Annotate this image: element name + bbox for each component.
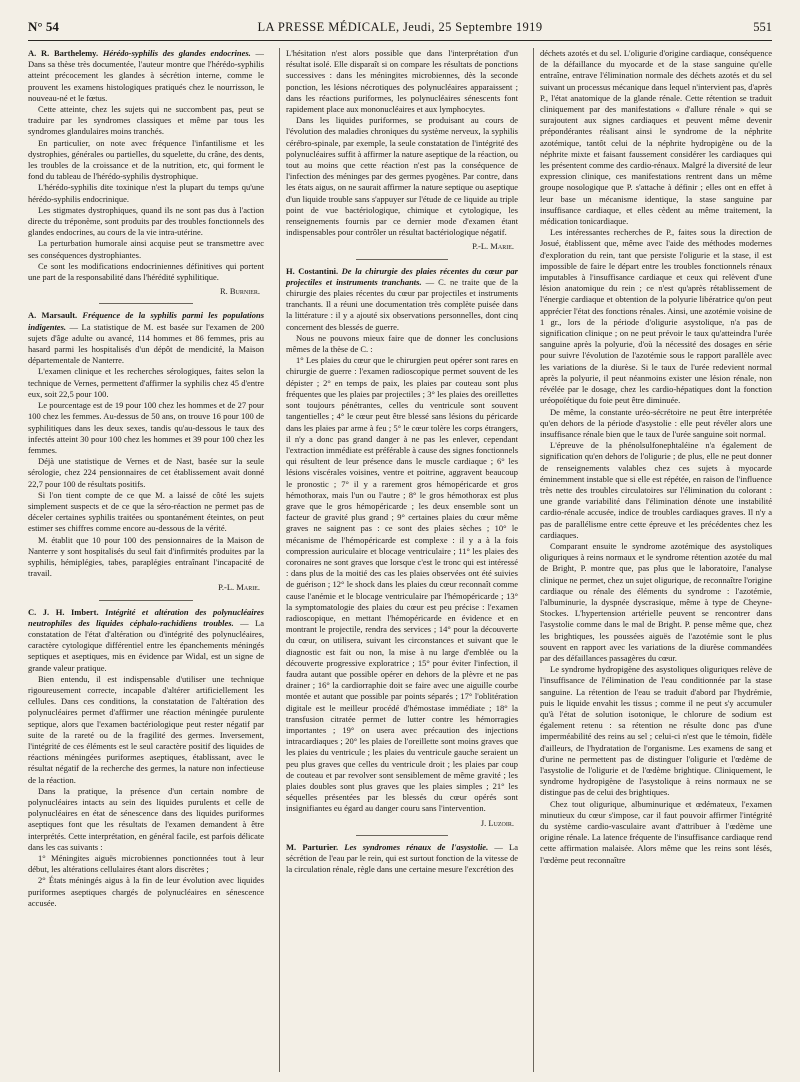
article-paragraph: déchets azotés et du sel. L'oligurie d'origine cardiaque, conséquence de la défaillance du myocarde et de la stase sanguine qu'elle entraîne, entrave l'élimination normale des déchets azotés et du sel suivant un processus mécanique dans lequel n'intervient pas, d'après P., l'état anatomique de la glande rénale. Cette rétention se traduit cliniquement par des manifestations « d'allure rénale » qui se surajoutent aux signes cardiaques et peuvent même devenir prépondérantes réalisant ainsi le syndrome de la néphrite azotémique, tantôt celui de la néphrite hydropigène ou de la néphrite mixte et faisant faussement considérer les cardiaques qui les présentent comme des cardio-rénaux. Malgré la diversité de leur expression clinique, ces manifestations rentrent dans un même groupe nosologique que P. s'attache à définir ; elles ont en effet à leur base un mécanisme identique, la stase sanguine par insuffisance cardiaque, et elles cèdent au même traitement, la médication tonicardiaque. [540,48,772,227]
article-paragraph: Dans la pratique, la présence d'un certain nombre de polynucléaires intacts au sein des liquides purulents et celle de polynucléaires en état de sénescence dans des liquides puriformes aseptiques font que les résultats de l'examen demandent à être interprétés. Cette interprétation, en général facile, est parfois délicate dans les cas suivants : [28,785,264,852]
article-author: C. J. H. Imbert. [28,606,99,617]
article-signature: R. Burnier. [219,286,260,297]
article-paragraph: L'épreuve de la phénolsulfonephtaléine n'a également de signification qu'en dehors de l'oligurie ; de plus, elle ne peut donner de renseignements valables chez ces sujets à myocarde éminemment instable que si elle est répétée, en raison de l'influence très nette des troubles circulatoires sur l'élimination du colorant : une grande variabilité dans l'élimination dénote une instabilité cardio-rénale accusée, indice de troubles cardiaques graves. Il n'y a pas de parallélisme entre cette épreuve et les précédentes chez les cardiaques. [540,440,772,540]
article-imbert [28,607,264,909]
article-divider [356,835,449,836]
article-paragraph: Si l'on tient compte de ce que M. a laissé de côté les sujets simplement suspects et de ce que la séro-réaction ne permet pas de déceler certaines syphilis traitées ou spontanément éteintes, on peut estimer ses chiffres comme encore au-dessous de la vérité. [28,489,264,534]
article-paragraph: L'hésitation n'est alors possible que dans l'interprétation d'un résultat isolé. Elle disparaît si on compare les résultats de ponctions successives : dans les méningites microbiennes, dès la seconde ponction, les lésions nécrotiques des polynucléaires apparaissent ; dans les réactions puriformes, les polynucléaires sénescents font rapidement place aux mononucléaires et aux lymphocytes. [286,48,518,115]
article-signature: J. Luzoir. [480,817,514,828]
article-marsault [28,310,264,593]
article-paragraph: La perturbation humorale ainsi acquise peut se transmettre avec ses conséquences dystrophiantes. [28,238,264,260]
article-divider [99,303,193,304]
article-paragraph: 1° Les plaies du cœur que le chirurgien peut opérer sont rares en chirurgie de guerre : l'examen radioscopique permet souvent de les dépister ; 2° en temps de paix, les plaies par couteau sont plus fréquentes que les plaies par projectiles ; 3° les plaies des oreillettes sont toujours pénétrantes, celles du ventricule sont souvent tangentielles ; 4° le cœur peut être blessé sans lésions du péricarde dans les plaies par arme à feu ; 5° le cœur tolère les corps étrangers, il n'y a donc pas grand danger à ne pas les enlever, cependant l'extraction immédiate est préférable à cause des signes fonctionnels qui résultent de leur présence dans le muscle cardiaque ; 6° les lésions viscérales voisines, ventre et poitrine, aggravent beaucoup le pronostic ; 7° il y a rarement gros hémopéricarde et gros hémothorax, mais l'un ou l'autre ; 8° le gros hémothorax est plus grave que le gros hémopéricarde ; les deux ensemble sont un facteur de gravité plus grand ; 9° certaines plaies du cœur même graves ne saignent pas : ce sont des plaies sèches ; 10° le mécanisme de l'hémopéricarde est complexe : il y a à la fois compression auriculaire et blocage ventriculaire ; 11° les plaies des coronaires ne sont graves que lorsque c'est le tronc qui est intéressé : dans plus de la moitié des cas les plaies observées ont été suivies de guérison ; 12° le shock dans les plaies du cœur reconnaît comme cause l'anémie et le blocage ventriculaire par l'hémopéricarde ; 13° la symptomatologie des plaies du cœur est peu précise : l'examen radioscopique, en mettant l'hémopéricarde en évidence et en montrant le projectile, rendra des services ; 14° pour la découverte du cœur, on utilisera, suivant les circonstances et suivant que le diagnostic est fait ou non, la mise à nu large d'emblée ou la découverte progressive exploratrice ; 15° pour éviter l'infection, il faudra autant que possible opérer en dehors de la plèvre et ne pas drainer ; 16° la cardiorraphie doit se faire avec une aiguille courbe montée et autant que possible par points séparés ; 17° l'oblitération digitale est le meilleur procédé d'hémostase immédiate ; 18° la transfusion citratée permet de lutter contre les hémorragies importantes ; 19° on usera avec précaution des injections intracardiaques ; 20° les plaies de l'oreillette sont moins graves que les plaies du ventricule ; les plaies du ventricule gauche seraient un peu plus graves que celles du ventricule droit ; les plaies par coup de couteau et par revolver sont sensiblement de même gravité ; les plaies doubles sont plus graves que les plaies simples ; 21° les séquelles présentées par les blessés du cœur opérés sont insignifiantes eu égard au danger couru sans l'intervention. [286,355,518,814]
article-paragraph: Chez tout oligurique, albuminurique et œdémateux, l'examen minutieux du cœur s'impose, car il faut pouvoir affirmer l'intégrité du système cardio-vasculaire avant d'attribuer à l'œdème une origine rénale. La latence fréquente de l'insuffisance cardiaque rend cette affirmation malaisée. Alors même que les reins sont lésés, l'œdème peut reconnaître [540,798,772,865]
article-paragraph: Cette atteinte, chez les sujets qui ne succombent pas, peut se traduire par les syndromes classiques et même par tous les syndromes glandulaires moins tranchés. [28,104,264,137]
article-parturier-continued [540,48,772,866]
article-author: M. Parturier. [286,841,339,852]
running-header [28,14,772,41]
article-costantini [286,266,518,829]
article-paragraph: Ce sont les modifications endocriniennes définitives qui portent une part de la responsabilité dans l'hérédité syphilitique. [28,260,264,283]
article-paragraph: Les stigmates dystrophiques, quand ils ne sont pas dus à l'action directe du tréponème, sont produits par des troubles fonctionnels des glandes endocrines, au cours de la vie intra-utérine. [28,204,264,238]
article-title: Fréquence de la syphilis parmi les populations indigentes. [28,310,264,332]
article-signature: P.-L. Marie. [218,582,260,593]
article-title: Intégrité et altération des polynucléaires neutrophiles des liquides céphalo-rachidiens troubles. [28,606,264,628]
article-divider [99,600,193,601]
article-paragraph: M. Parturier. Les syndromes rénaux de l'asystolie. — La sécrétion de l'eau par le rein, qui est surtout fonction de la vitesse de la circulation rénale, règle dans une certaine mesure l'excrétion des [286,841,518,875]
article-title: Les syndromes rénaux de l'asystolie. [344,841,489,852]
text-columns [28,48,772,1072]
article-paragraph: Bien entendu, il est indispensable d'utiliser une technique rigoureusement correcte, incapable d'altérer artificiellement les cellules. Dans ces conditions, la constatation de l'altération des polynucléaires permet d'affirmer une réaction méningée purulente septique, alors que l'examen bactériologique peut rester négatif par suite de la rareté ou de la fragilité des germes. Inversement, l'intégrité de ces éléments est le seul caractère positif des liquides de réactions méningées puriformes aseptiques, établissant, avec le résultat négatif de la recherche des germes, la nature non infectieuse de la réaction. [28,673,264,785]
article-paragraph: En particulier, on note avec fréquence l'infantilisme et les dystrophies, générales ou partielles, du squelette, du crâne, des dents, les troubles de la croissance et de la nutrition, etc, qui forment le fond du tableau de l'hérédo-syphilis dystrophique. [28,137,264,182]
article-paragraph: Déjà une statistique de Vernes et de Nast, basée sur la seule sérologie, chez 224 pensionnaires de cet établissement avait donné 22,7 pour 100 de résultats positifs. [28,456,264,489]
article-paragraph: 1° Méningites aiguës microbiennes ponctionnées tout à leur début, les altérations cellulaires étant alors discrètes ; [28,853,264,875]
column-right [533,48,772,1072]
article-paragraph: Le pourcentage est de 19 pour 100 chez les hommes et de 27 pour 100 chez les femmes. Au-dessus de 50 ans, on trouve 16 pour 100 de syphilitiques dans les deux sexes, tandis qu'au-dessous le taux des infectés atteint 30 pour 100 chez les hommes et 39 pour 100 chez les femmes. [28,400,264,455]
article-paragraph: L'hérédo-syphilis dite toxinique n'est la plupart du temps qu'une hérédo-syphilis endocrinique. [28,182,264,204]
article-parturier [286,842,518,876]
article-divider [356,259,449,260]
article-paragraph: Comparant ensuite le syndrome azotémique des asystoliques oliguriques à reins normaux et le syndrome rétention azotée du mal de Bright, P. montre que, pas plus que le laboratoire, l'analyse clinique ne permet, chez un sujet oligurique, de reconnaître l'origine cardiaque ou rénale des éléments du syndrome : l'azotémie, l'albuminurie, la dyspnée dyscrasique, même à type de Cheyne-Stockes. L'hypertension artérielle peuvent se rencontrer dans l'asystolie comme dans le mal de Bright. P. pense même que, chez les brightiques, les poussées aiguës de l'azotémie sont le plus souvent en rapport avec les variations de la diurèse commandées par des défaillances passagères du cœur. [540,540,772,663]
article-paragraph: A. Marsault. Fréquence de la syphilis parmi les populations indigentes. — La statistique de M. est basée sur l'examen de 200 sujets d'âge adulte ou avancé, 114 hommes et 86 femmes, pris au hasard parmi les hospitalisés d'un dépôt de mendicité, la Maison départementale de Nanterre. [28,310,264,366]
article-paragraph: H. Costantini. De la chirurgie des plaies récentes du cœur par projectiles et instruments tranchants. — C. ne traite que de la chirurgie des plaies récentes du cœur par projectiles et instruments tranchants. Il a réuni une documentation très complète puisée dans la littérature : il y a ajouté six observations personnelles, dont cinq concernent des blessés de guerre. [286,265,518,332]
article-signature: P.-L. Marie. [472,241,514,252]
page-number: 551 [753,19,772,34]
issue-number: N° 54 [28,19,59,34]
article-paragraph: Dans les liquides puriformes, se produisant au cours de l'évolution des maladies chroniques du système nerveux, la syphilis cérébro-spinale, par exemple, la seule constatation de l'intégrité des polynucléaires suffit à affirmer la nature aseptique de la réaction, ou tout au moins que cette réaction n'est pas la conséquence de l'infection des méninges par des germes pyogènes. Par contre, dans les états aigus, on ne saurait affirmer la nature septique ou aseptique d'un liquide trouble sans s'appuyer sur l'étude de ce liquide au triple point de vue bactériologique, chimique et cytologique, les renseignements fournis par ce dernier mode d'examen étant indispensables pour contrôler un résultat bactériologique négatif. [286,115,518,238]
article-paragraph: Les intéressantes recherches de P., faites sous la direction de Josué, établissent que, même avec l'aide des méthodes modernes d'exploration du rein, tant que persiste l'oligurie et la stase, il est impossible de faire le départ entre les troubles fonctionnels rénaux imputables à l'insuffisance cardiaque et ceux qui relèvent d'une lésion anatomique du rein ; ce n'est qu'après rétablissement de l'énergie cardiaque et obtention de la polyurie libératrice qu'on peut apprécier l'état des fonctions rénales. Ainsi, une azotémie voisine de 1 gr., lors de la période d'oligurie asystolique, n'a pas de signification clinique ; on ne peut prévoir le taux qu'atteindra l'urée sanguine après la polyurie, d'où la nécessité des dosages en série pour suivre l'évolution de l'azotémie sous le rapport parallèle avec les variations de la diurèse. Si le taux de l'urée redevient normal après la polyurie, il peut néanmoins exister une lésion rénale, non révélée par le dosage, chez les cardio-hépatiques dont la fonction uréopoïétique du foie peut être diminuée. [540,227,772,406]
article-title: Hérédo-syphilis des glandes endocrines. [102,48,251,58]
article-paragraph: De même, la constante uréo-sécrétoire ne peut être interprétée qu'en dehors de la période d'asystolie : elle peut révéler alors une insuffisance rénale bien que le taux de l'urée sanguine soit normal. [540,406,772,439]
article-paragraph: A. R. Barthelemy. Hérédo-syphilis des glandes endocrines. — Dans sa thèse très documentée, l'auteur montre que l'hérédo-syphilis atteint précocement les glandes à sécrétion interne, comme le prouvent les examens histologiques pratiqués chez le nourrisson, le nouveau-né et le fœtus. [28,48,264,103]
article-title: De la chirurgie des plaies récentes du cœur par projectiles et instruments tranchants. [286,265,518,287]
article-paragraph: L'examen clinique et les recherches sérologiques, faites selon la technique de Vernes, permettent d'affirmer la syphilis chez 45 d'entre eux, soit 22,5 pour 100. [28,366,264,399]
article-paragraph: Le syndrome hydropigène des asystoliques oliguriques relève de l'insuffisance de l'élimination de l'eau conditionnée par la stase sanguine. La rétention de l'eau se traduit d'abord par l'hydrémie, puis le liquide envahit les tissus ; comme il ne peut s'y accumuler qu'à l'état de solution isotonique, le chlorure de sodium est également retenu : sa rétention ne résulte donc pas d'une imperméabilité des reins au sel ; celui-ci n'est que le témoin, fidèle d'ailleurs, de l'hydratation de l'organisme. Les examens de sang et d'urine ne permettent pas de distinguer l'oligurie et l'œdème de l'asystolie de l'oligurie et de l'œdème brightique. Cliniquement, le syndrome hydropigène de l'asystolique à reins normaux ne se distingue pas de celui des brightiques. [540,664,772,798]
article-paragraph: C. J. H. Imbert. Intégrité et altération des polynucléaires neutrophiles des liquides céphalo-rachidiens troubles. — La constatation de l'état d'altération ou d'intégrité des polynucléaires, caractère cytologique différentiel entre les épanchements méningés septiques et aseptiques, mis en évidence par Widal, est un signe de grande valeur pratique. [28,606,264,673]
article-author: A. R. Barthelemy. [28,48,99,58]
journal-title: LA PRESSE MÉDICALE, Jeudi, 25 Septembre 1919 [257,19,543,34]
column-left [28,48,264,1072]
article-paragraph: Nous ne pouvons mieux faire que de donner les conclusions mêmes de la thèse de C. : [286,332,518,355]
article-paragraph: 2° États méningés aigus à la fin de leur évolution avec liquides puriformes aseptiques chargés de polynucléaires en sénescence accusée. [28,875,264,908]
column-middle [279,48,518,1072]
article-paragraph: M. établit que 10 pour 100 des pensionnaires de la Maison de Nanterre y sont hospitalisés du seul fait d'infirmités produites par la syphilis, hémiplégies, tabes, paraplégies entraînant l'incapacité de travail. [28,534,264,579]
article-barthelemy [28,48,264,297]
article-imbert-continued [286,48,518,253]
article-author: H. Costantini. [286,265,339,276]
article-author: A. Marsault. [28,310,78,321]
